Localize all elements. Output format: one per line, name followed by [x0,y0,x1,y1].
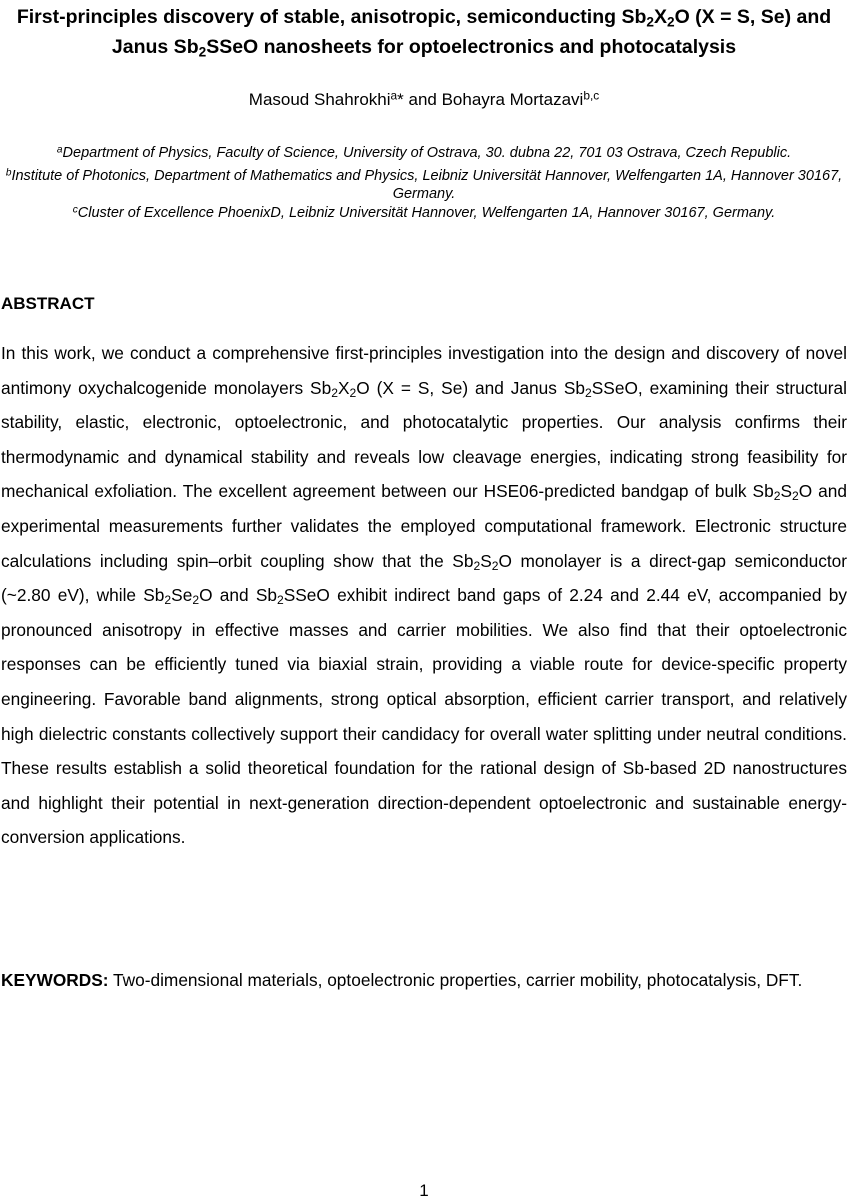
text-segment: Cluster of Excellence PhoenixD, Leibniz Universität Hannover, Welfengarten 1A, Hannover 30167, Germany. [77,205,776,221]
subscript: 2 [791,489,799,504]
affiliation-c [0,204,848,222]
subscript: 2 [164,593,172,608]
page-number: 1 [419,1181,429,1200]
affiliation-a [0,144,848,162]
subscript: 2 [349,385,357,400]
text-segment: SSeO exhibit indirect band gaps of 2.24 and 2.44 eV, accompanied by pronounced anisotropy in effective masses and carrier mobilities. We also find that their optoelectronic responses can be efficiently tuned via biaxial strain, providing a viable route for device-specific property engineering. Favorable band alignments, strong optical absorption, efficient carrier transport, and relatively high dielectric constants collectively support their candidacy for overall water splitting under neutral conditions. These results establish a solid theoretical foundation for the rational design of Sb-based 2D nanostructures and highlight their potential in next-generation direction-dependent optoelectronic and sustainable energy-conversion applications. [1,585,847,848]
text-segment: SSeO nanosheets for optoelectronics and photocatalysis [206,36,737,58]
text-segment: O (X = S, Se) and Janus Sb [356,377,586,398]
superscript: b [5,167,12,179]
text-segment: X [337,377,350,398]
abstract-body [1,336,847,855]
text-segment: Se [171,585,193,606]
keywords-text: Two-dimensional materials, optoelectronic properties, carrier mobility, photocatalysis, DFT. [108,970,803,990]
subscript: 2 [666,14,675,30]
subscript: 2 [646,14,654,30]
text-segment: O monolayer is a direct-gap semiconductor (~2.80 eV), while Sb [1,550,847,606]
text-segment: X [653,6,667,28]
text-segment: O and experimental measurements further validates the employed computational framework. Electronic structure calculations including spin–orbit coupling show that the Sb [1,481,848,571]
subscript: 2 [198,44,207,60]
subscript: 2 [491,558,499,573]
keywords-label: KEYWORDS: [1,970,109,990]
text-segment: SSeO, examining their structural stability, elastic, electronic, optoelectronic, and photocatalytic properties. Our analysis confirms their thermodynamic and dynamical stability and reveals low cleavage energies, indicating strong feasibility for mechanical exfoliation. The excellent agreement between our HSE06-predicted bandgap of bulk Sb [1,377,848,502]
paper-title [0,2,848,62]
text-segment: In this work, we conduct a comprehensive first-principles investigation into the design and discovery of novel antimony oxychalcogenide monolayers Sb [1,343,847,398]
affiliation-b [0,167,848,203]
subscript: 2 [331,385,338,400]
superscript: a [56,144,63,156]
subscript: 2 [276,593,284,608]
text-segment: First-principles discovery of stable, anisotropic, semiconducting Sb [16,6,647,28]
affiliations [0,144,848,227]
text-segment: * and Bohayra Mortazavi [397,90,584,109]
abstract-heading: ABSTRACT [1,294,95,313]
superscript: a [390,88,398,103]
author-list [0,90,848,110]
text-segment: S [480,550,492,571]
text-segment: Masoud Shahrokhi [248,90,391,109]
keywords [1,963,847,998]
text-segment: S [780,481,792,502]
superscript: b,c [583,88,600,103]
text-segment: Institute of Photonics, Department of Mathematics and Physics, Leibniz Universität Hannover, Welfengarten 1A, Hannover 30167, Germany. [11,168,843,202]
text-segment: Department of Physics, Faculty of Science, University of Ostrava, 30. dubna 22, 701 03 Ostrava, Czech Republic. [62,145,792,161]
subscript: 2 [473,558,481,573]
subscript: 2 [192,593,200,608]
subscript: 2 [773,489,781,504]
text-segment: O and Sb [199,585,277,606]
text-segment: O (X = S, Se) and Janus Sb [111,6,832,58]
subscript: 2 [585,385,592,400]
superscript: c [72,204,78,216]
